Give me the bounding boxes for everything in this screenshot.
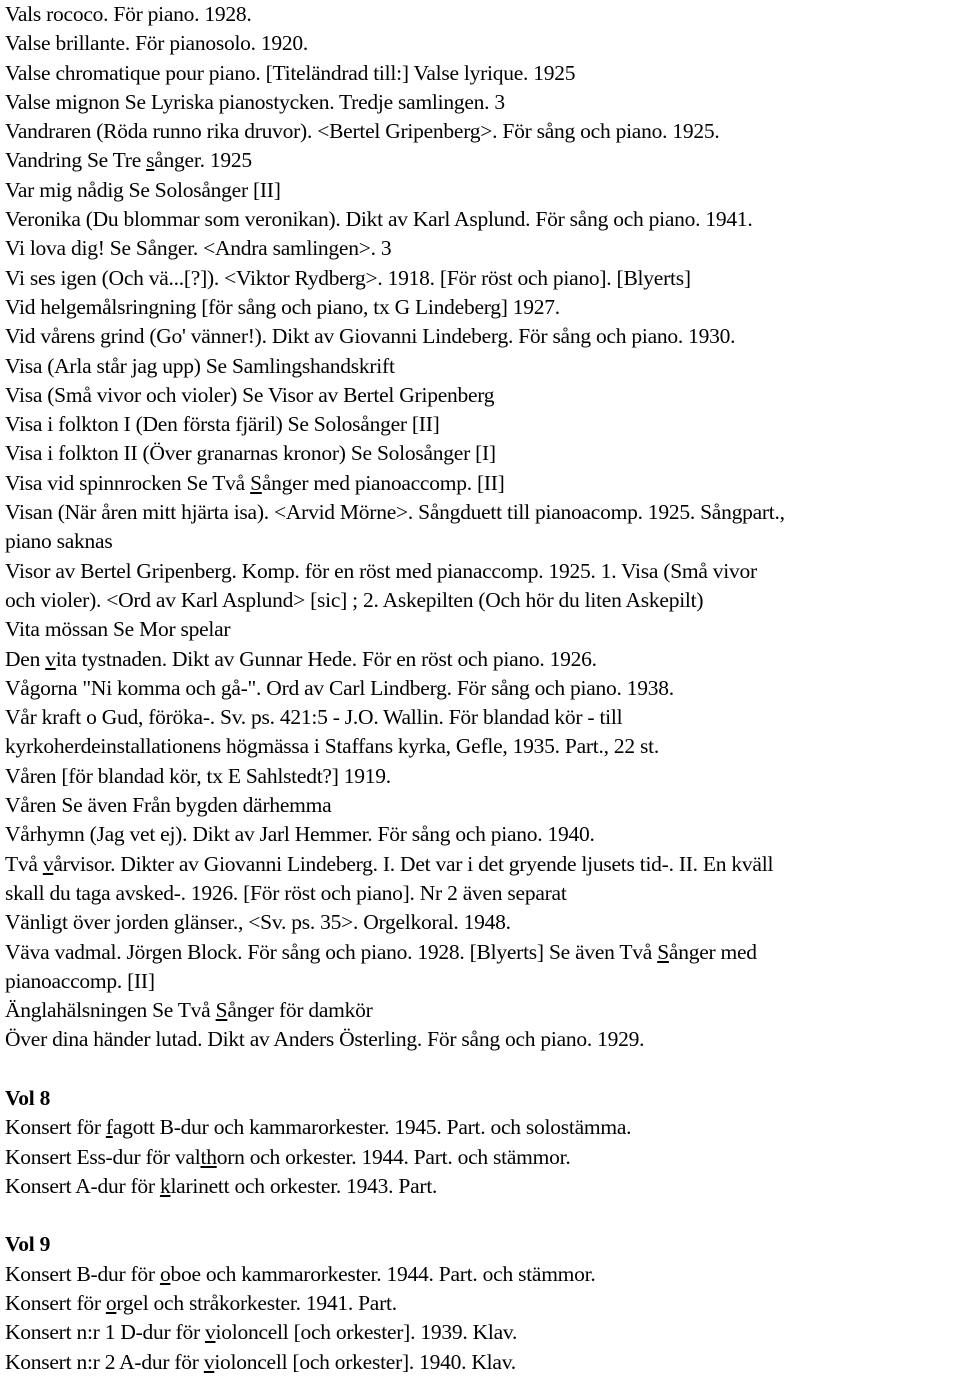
underlined-letter: o: [159, 1261, 171, 1286]
catalog-entry-line: Visan (När åren mitt hjärta isa). <Arvid Mörne>. Sångduett till pianoacomp. 1925. Sångpart.,: [5, 500, 785, 525]
catalog-entry-line: Valse chromatique pour piano. [Titeländrad till:] Valse lyrique. 1925: [5, 60, 576, 85]
catalog-entry-line: [5, 1113, 960, 1142]
catalog-entry-line: [5, 469, 960, 498]
entry-text: boe och kammarorkester. 1944. Part. och stämmor.: [170, 1261, 596, 1286]
catalog-entry-line: [5, 1260, 960, 1289]
underlined-letter: f: [105, 1115, 113, 1140]
entry-text: ånger för damkör: [227, 998, 373, 1023]
entry-text: årvisor. Dikter av Giovanni Lindeberg. I. Det var i det gryende ljusets tid-. II. En kväll: [53, 851, 774, 876]
entry-text: Vandring Se Tre: [5, 148, 147, 173]
underlined-letter: th: [200, 1144, 217, 1169]
catalog-entry-line: Vid helgemålsringning [för sång och piano, tx G Lindeberg] 1927.: [5, 294, 560, 319]
catalog-entry-line: piano saknas: [5, 529, 113, 554]
entry-text: ioloncell [och orkester]. 1940. Klav.: [214, 1349, 516, 1374]
catalog-entry-line: pianoaccomp. [II]: [5, 968, 155, 993]
entry-text: ånger med pianoaccomp. [II]: [261, 470, 505, 495]
section-heading: Vol 8: [5, 1085, 51, 1110]
entry-text: ånger med: [668, 939, 757, 964]
catalog-listing: [5, 0, 960, 1377]
catalog-entry-line: Visa i folkton II (Över granarnas kronor) Se Solosånger [I]: [5, 441, 496, 466]
entry-text: Änglahälsningen Se Två: [5, 998, 216, 1023]
entry-text: orn och orkester. 1944. Part. och stämmor.: [216, 1144, 571, 1169]
underlined-letter: S: [250, 470, 262, 495]
catalog-entry-line: Visa i folkton I (Den första fjäril) Se Solosånger [II]: [5, 412, 440, 437]
underlined-letter: S: [215, 998, 228, 1023]
underlined-letter: v: [205, 1320, 216, 1345]
entry-text: ioloncell [och orkester]. 1939. Klav.: [215, 1320, 518, 1345]
catalog-entry-line: Våren [för blandad kör, tx E Sahlstedt?] 1919.: [5, 763, 391, 788]
catalog-entry-line: [5, 645, 960, 674]
catalog-entry-line: Vänligt över jorden glänser., <Sv. ps. 35>. Orgelkoral. 1948.: [5, 910, 511, 935]
catalog-entry-line: Vågorna "Ni komma och gå-". Ord av Carl Lindberg. För sång och piano. 1938.: [5, 675, 674, 700]
entry-text: Konsert n:r 1 D-dur för: [5, 1320, 205, 1345]
catalog-entry-line: [5, 146, 960, 175]
catalog-entry-line: Visor av Bertel Gripenberg. Komp. för en röst med pianaccomp. 1925. 1. Visa (Små vivor: [5, 558, 757, 583]
underlined-letter: s: [146, 148, 155, 173]
entry-text: Konsert n:r 2 A-dur för: [5, 1349, 204, 1374]
entry-text: Konsert B-dur för: [5, 1261, 160, 1286]
entry-text: Väva vadmal. Jörgen Block. För sång och piano. 1928. [Blyerts] Se även Två: [5, 939, 658, 964]
entry-text: ita tystnaden. Dikt av Gunnar Hede. För en röst och piano. 1926.: [55, 646, 597, 671]
section-spacer: [5, 1201, 960, 1230]
catalog-entry-line: Vi lova dig! Se Sånger. <Andra samlingen>. 3: [5, 236, 392, 261]
entry-text: ånger. 1925: [154, 148, 252, 173]
catalog-entry-line: Veronika (Du blommar som veronikan). Dikt av Karl Asplund. För sång och piano. 1941.: [5, 207, 753, 232]
underlined-letter: v: [42, 851, 54, 876]
entry-text: agott B-dur och kammarorkester. 1945. Part. och solostämma.: [112, 1115, 632, 1140]
catalog-entry-line: [5, 1289, 960, 1318]
entry-text: Den: [5, 646, 46, 671]
underlined-letter: o: [105, 1291, 117, 1316]
catalog-entry-line: Vita mössan Se Mor spelar: [5, 617, 231, 642]
entry-text: Visa vid spinnrocken Se Två: [5, 470, 251, 495]
catalog-entry-line: skall du taga avsked-. 1926. [För röst och piano]. Nr 2 även separat: [5, 880, 567, 905]
catalog-entry-line: Vi ses igen (Och vä...[?]). <Viktor Rydberg>. 1918. [För röst och piano]. [Blyerts]: [5, 265, 691, 290]
catalog-entry-line: Vårhymn (Jag vet ej). Dikt av Jarl Hemmer. För sång och piano. 1940.: [5, 822, 595, 847]
entry-text: Två: [5, 851, 43, 876]
section-heading: Vol 9: [5, 1232, 51, 1257]
entry-text: Konsert för: [5, 1291, 106, 1316]
catalog-entry-line: Var mig nådig Se Solosånger [II]: [5, 177, 281, 202]
catalog-entry-line: Vandraren (Röda runno rika druvor). <Bertel Gripenberg>. För sång och piano. 1925.: [5, 119, 720, 144]
section-spacer: [5, 1055, 960, 1084]
entry-text: Konsert Ess-dur för val: [5, 1144, 201, 1169]
entry-text: larinett och orkester. 1943. Part.: [170, 1173, 438, 1198]
catalog-entry-line: Över dina händer lutad. Dikt av Anders Österling. För sång och piano. 1929.: [5, 1027, 645, 1052]
catalog-entry-line: [5, 1143, 960, 1172]
entry-text: rgel och stråkorkester. 1941. Part.: [116, 1291, 397, 1316]
catalog-entry-line: Vår kraft o Gud, föröka-. Sv. ps. 421:5 - J.O. Wallin. För blandad kör - till: [5, 705, 623, 730]
underlined-letter: k: [159, 1173, 171, 1198]
catalog-entry-line: [5, 1348, 960, 1377]
catalog-entry-line: och violer). <Ord av Karl Asplund> [sic] ; 2. Askepilten (Och hör du liten Askepilt): [5, 587, 704, 612]
catalog-entry-line: [5, 1172, 960, 1201]
catalog-entry-line: Visa (Arla står jag upp) Se Samlingshandskrift: [5, 353, 395, 378]
underlined-letter: S: [657, 939, 669, 964]
catalog-entry-line: [5, 996, 960, 1025]
entry-text: Konsert för: [5, 1115, 106, 1140]
catalog-entry-line: Visa (Små vivor och violer) Se Visor av Bertel Gripenberg: [5, 382, 495, 407]
catalog-entry-line: Valse mignon Se Lyriska pianostycken. Tredje samlingen. 3: [5, 89, 505, 114]
catalog-entry-line: Våren Se även Från bygden därhemma: [5, 793, 332, 818]
catalog-entry-line: [5, 1318, 960, 1347]
underlined-letter: v: [203, 1349, 215, 1374]
catalog-entry-line: kyrkoherdeinstallationens högmässa i Staffans kyrka, Gefle, 1935. Part., 22 st.: [5, 734, 659, 759]
catalog-entry-line: [5, 938, 960, 967]
catalog-entry-line: [5, 850, 960, 879]
entry-text: Konsert A-dur för: [5, 1173, 160, 1198]
catalog-entry-line: Valse brillante. För pianosolo. 1920.: [5, 31, 309, 56]
underlined-letter: v: [45, 646, 56, 671]
catalog-entry-line: Vid vårens grind (Go' vänner!). Dikt av Giovanni Lindeberg. För sång och piano. 1930.: [5, 324, 736, 349]
catalog-entry-line: Vals rococo. För piano. 1928.: [5, 2, 252, 26]
